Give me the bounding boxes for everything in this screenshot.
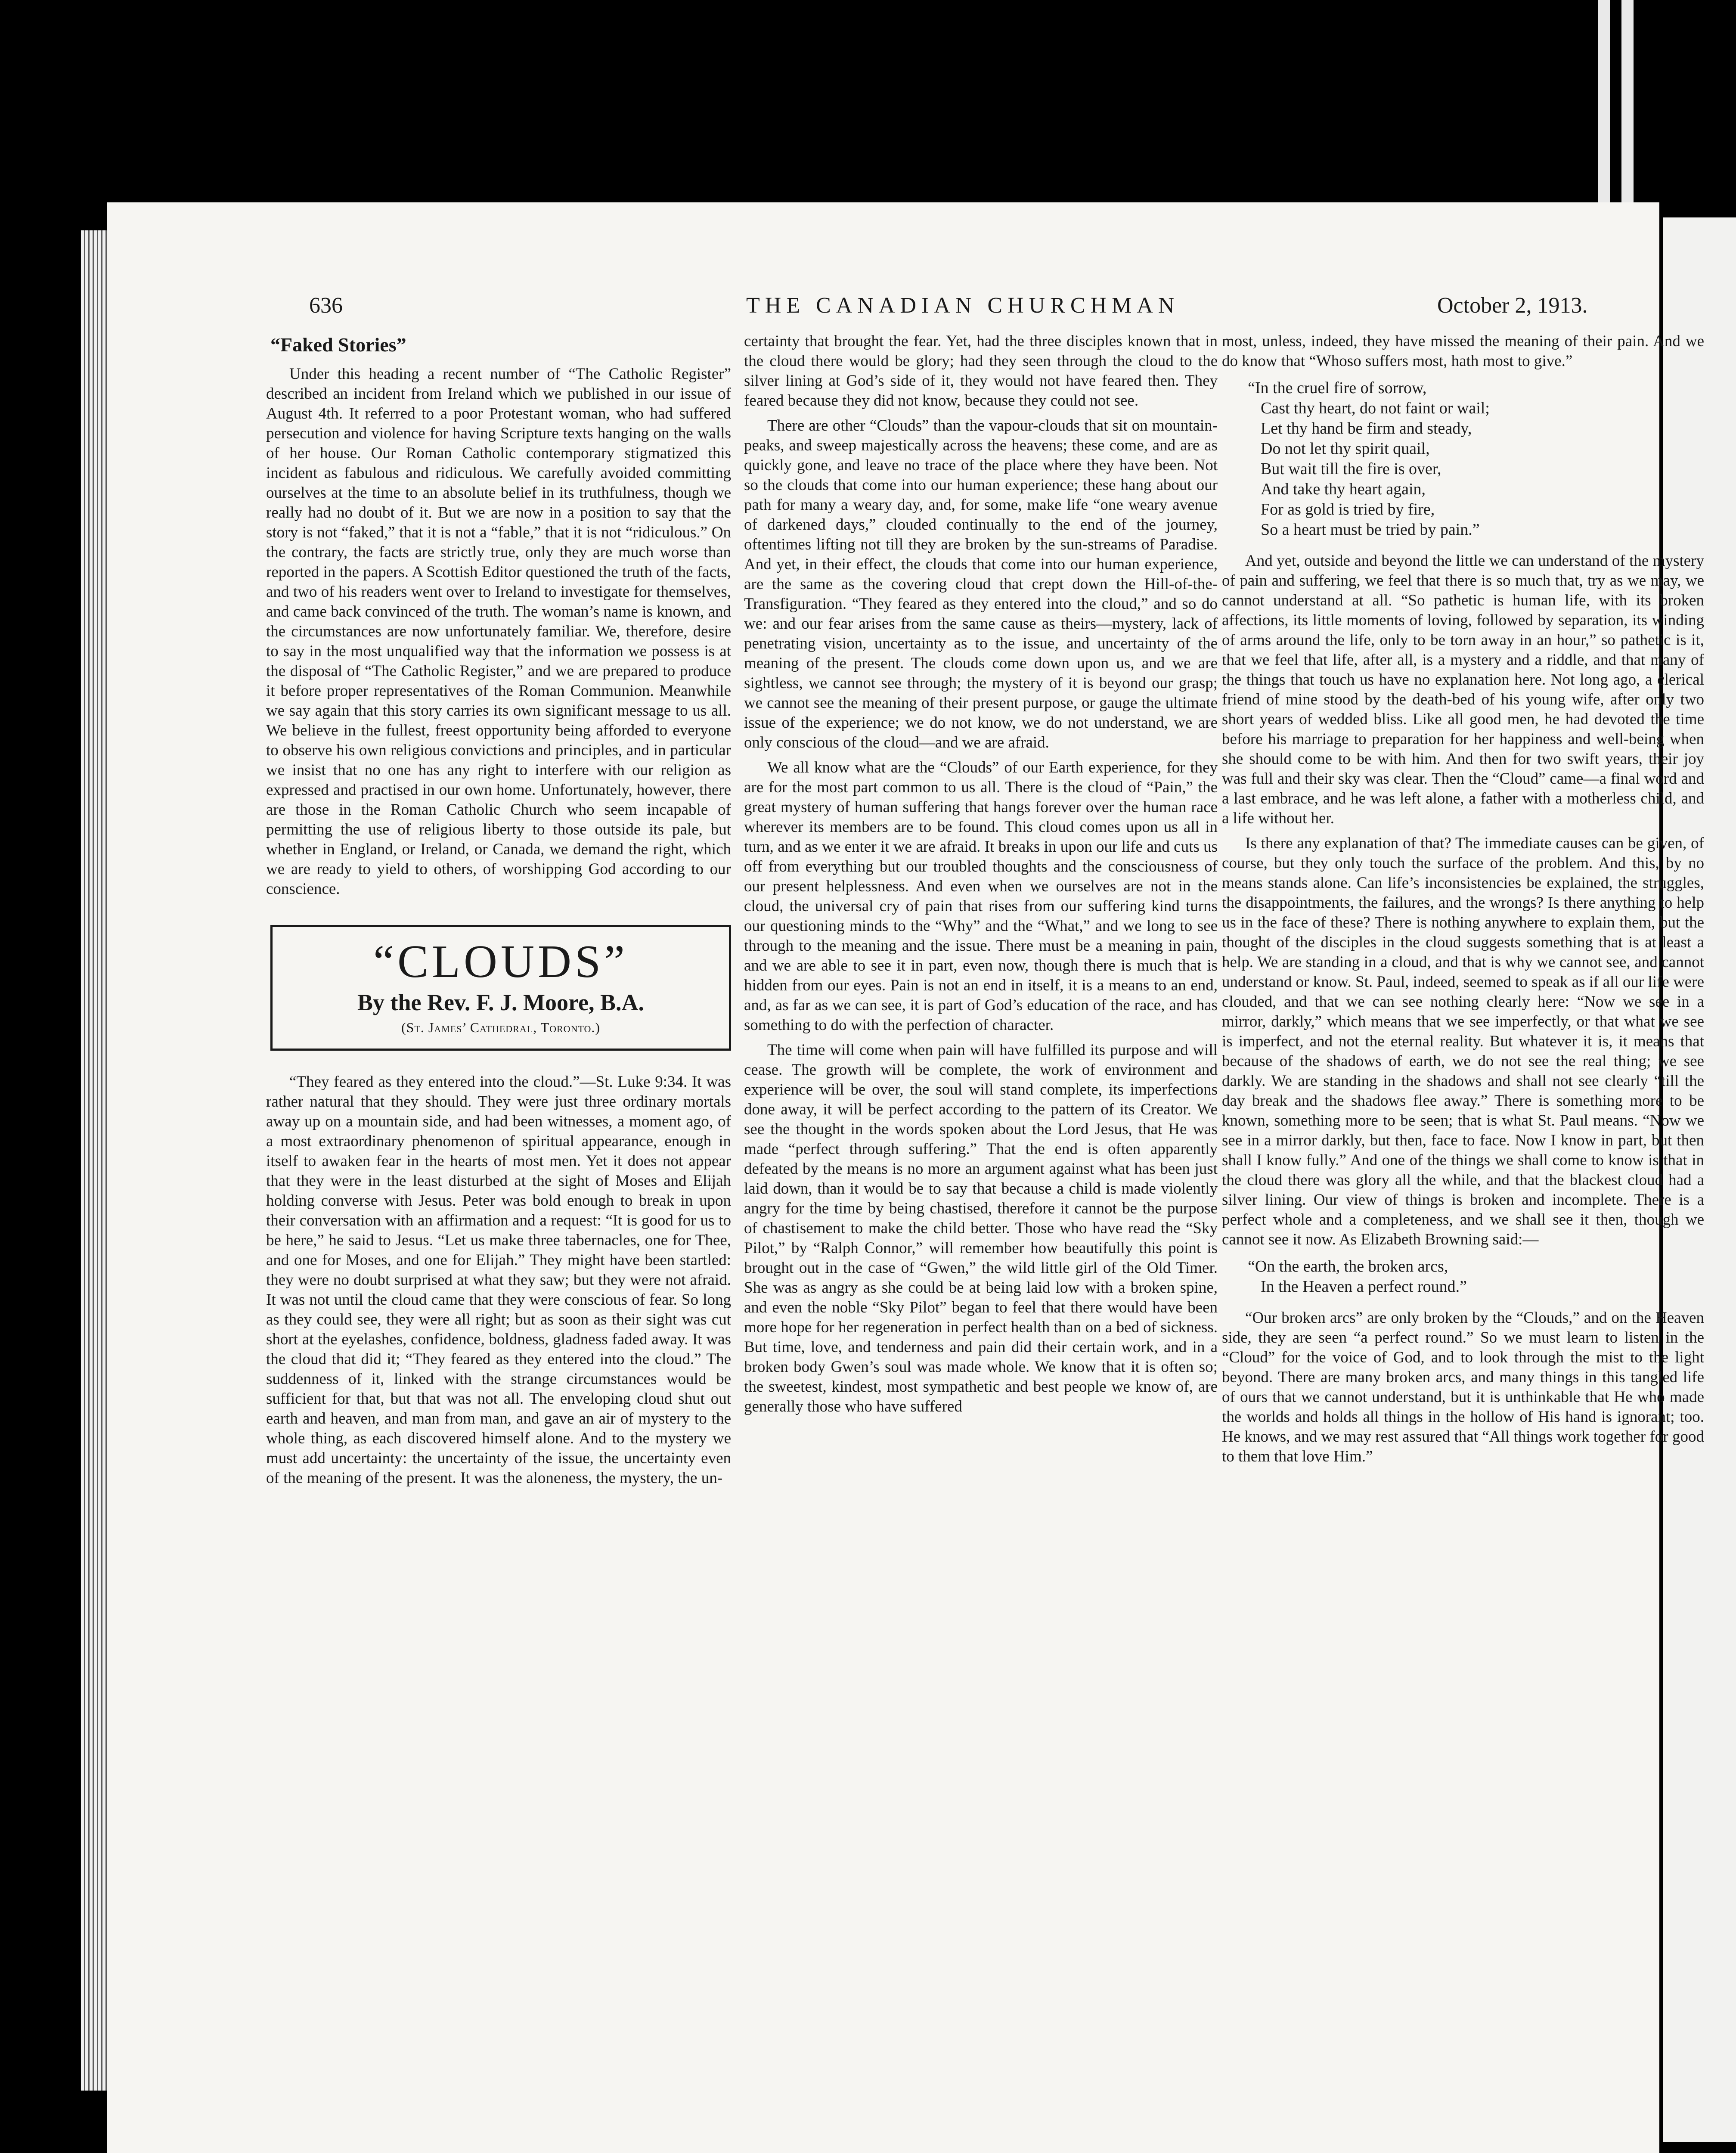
article-paragraph: most, unless, indeed, they have missed the meaning of their pain. And we do know that “Whoso suffers most, hath most to give.”: [1222, 332, 1704, 370]
byline: By the Rev. F. J. Moore, B.A.: [357, 990, 644, 1015]
article-title-clouds: “CLOUDS”: [373, 936, 628, 987]
page-number: 636: [309, 293, 343, 318]
column-1: [266, 332, 731, 1493]
article-paragraph: And yet, outside and beyond the little we can understand of the mystery of pain and suffering, we feel that there is so much that, try as we may, we cannot understand at all. “So pathetic is human life, with its broken affections, its little moments of loving, followed by separation, its winding of arms around the life, only to be torn away in an hour,” so pathetic is it, that we feel that life, after all, is a mystery and a riddle, and that many of the things that touch us have no explanation here. Not long ago, a clerical friend of mine stood by the death-bed of his young wife, after only two short years of wedded bliss. Like all good men, he had devoted the time before his marriage to preparation for her happiness and well-being when she should come to be with him. And then for two swift years, their joy was full and their sky was clear. Then the “Cloud” came—a final word and a last embrace, and he was left alone, a father with a motherless child, and a life without her.: [1222, 552, 1704, 827]
article-paragraph: We all know what are the “Clouds” of our Earth experience, for they are for the most part common to us all. There is the cloud of “Pain,” the great mystery of human suffering that hangs forever over the human race wherever its members are to be found. This cloud comes upon us all in turn, and as we enter it we are afraid. It breaks in upon our life and cuts us off from everything but our troubled thoughts and the consciousness of our present helplessness. And even when we ourselves are not in the cloud, the universal cry of pain that rises from our suffering kind turns our questioning minds to the “Why” and the “What,” and we long to see through to the meaning and the issue. There must be a meaning in pain, and we are able to see it in part, even now, though there is much that is hidden from our eyes. Pain is not an end in itself, it is a means to an end, and, as far as we can see, it is part of God’s education of the race, and has something to do with the perfection of character.: [744, 759, 1218, 1034]
verse-line: And take thy heart again,: [1261, 480, 1426, 498]
verse-line: Do not let thy spirit quail,: [1261, 440, 1430, 458]
running-header: [107, 293, 1659, 319]
verse-block: [1248, 378, 1704, 540]
verse-line: For as gold is tried by fire,: [1261, 500, 1435, 518]
verse-line: In the Heaven a perfect round.”: [1261, 1278, 1467, 1296]
article-paragraph: “They feared as they entered into the cloud.”—St. Luke 9:34. It was rather natural that they should. They were just three ordinary mortals away up on a mountain side, and had been witnesses, a moment ago, of a most extraordinary phenomenon of spiritual appearance, enough in itself to awaken fear in the hearts of most men. Yet it does not appear that they were in the least disturbed at the sight of Moses and Elijah holding converse with Jesus. Peter was bold enough to break in upon their conversation with an affirmation and a request: “It is good for us to be here,” he said to Jesus. “Let us make three tabernacles, one for Thee, and one for Moses, and one for Elijah.” They might have been startled: they were no doubt surprised at what they saw; but they were not afraid. It was not until the cloud came that they were conscious of fear. So long as they could see, they were all right; but as soon as their sight was cut short at the eyelashes, confidence, boldness, gladness faded away. It was the cloud that did it; “They feared as they entered into the cloud.” The suddenness of it, linked with the strange circumstances would be sufficient for that, but that was not all. The enveloping cloud shut out earth and heaven, and man from man, and gave an air of mystery to the whole thing, as each discovered himself alone. And to the mystery we must add uncertainty: the uncertainty of the issue, the uncertainty even of the meaning of the present. It was the aloneness, the mystery, the un-: [266, 1073, 731, 1487]
verse-line: “On the earth, the broken arcs,: [1248, 1257, 1448, 1275]
film-edge-bar: [1621, 0, 1634, 233]
article-title-faked-stories: “Faked Stories”: [270, 334, 406, 356]
article-paragraph: The time will come when pain will have fulfilled its purpose and will cease. The growth will be complete, the work of environment and experience will be over, the soul will stand complete, its imperfections done away, it will be perfect according to the pattern of its Creator. We see the thought in the words spoken about the Lord Jesus, that He was made “perfect through suffering.” That the end is often apparently defeated by the means is no more an argument against what has been just laid down, than it would be to say that because a child is made violently angry for the time by being chastised, therefore it cannot be the purpose of chastisement to make the child better. Those who have read the “Sky Pilot,” by “Ralph Connor,” will remember how beautifully this point is brought out in the case of “Gwen,” the wild little girl of the Old Timer. She was as angry as she could be at being laid low with a broken spine, and even the noble “Sky Pilot” began to feel that there would have been more hope for her regeneration in perfect health than on a bed of sickness. But time, love, and tenderness and pain did their certain work, and in a broken body Gwen’s soul was made whole. We know that it is often so; the sweetest, kindest, most sympathetic and best people we know of, are generally those who have suffered: [744, 1041, 1218, 1415]
verse-line: Cast thy heart, do not faint or wail;: [1261, 399, 1490, 417]
article-paragraph: “Our broken arcs” are only broken by the “Clouds,” and on the Heaven side, they are seen “a perfect round.” So we must learn to listen in the “Cloud” for the voice of God, and to look through the mist to the light beyond. There are many broken arcs, and many things in this tangled life of ours that we cannot understand, but it is unthinkable that He who made the worlds and holds all things in the hollow of His hand is ignorant; too. He knows, and we may rest assured that “All things work together for good to them that love Him.”: [1222, 1309, 1704, 1465]
article-paragraph: certainty that brought the fear. Yet, had the three disciples known that in the cloud there would be glory; had they seen through the cloud to the silver lining at God’s side of it, they would not have feared then. They feared because they did not know, because they could not see.: [744, 332, 1218, 410]
article-paragraph: Is there any explanation of that? The immediate causes can be given, of course, but they only touch the surface of the problem. And this, by no means stands alone. Can life’s inconsistencies be explained, the struggles, the disappointments, the failures, and the wrongs? Is there anything to help us in the face of these? There is nothing anywhere to explain them, but the thought of the disciples in the cloud suggests something that is at least a help. We are standing in a cloud, and that is why we cannot see, and cannot understand or know. St. Paul, indeed, seemed to speak as if all our life were clouded, and that we can see nothing clearly here: “Now we see in a mirror, darkly,” which means that we see imperfectly, or that what we see is imperfect, and not the eternal reality. But whatever it is, it means that because of the shadows of earth, we do not see the real thing; we see darkly. We are standing in the shadows and shall not see clearly “till the day break and the shadows flee away.” There is something more to be known, something more to be seen; that is what St. Paul means. “Now we see in a mirror darkly, but then, face to face. Now I know in part, but then shall I know fully.” And one of the things we shall come to know is that in the cloud there was glory all the while, and that the blackest cloud had a silver lining. Our view of things is broken and incomplete. There is a perfect whole and a completeness, and we shall see it then, though we cannot see it now. As Elizabeth Browning said:—: [1222, 835, 1704, 1248]
verse-line: Let thy hand be firm and steady,: [1261, 419, 1472, 437]
newspaper-page: [107, 202, 1704, 2153]
verse-line: So a heart must be tried by pain.”: [1261, 521, 1480, 539]
verse-line: But wait till the fire is over,: [1261, 460, 1442, 478]
affiliation: (St. James’ Cathedral, Toronto.): [401, 1020, 601, 1035]
verse-block: [1248, 1256, 1704, 1297]
verse-line: “In the cruel fire of sorrow,: [1248, 379, 1427, 397]
masthead: THE CANADIAN CHURCHMAN: [746, 293, 1180, 318]
column-3: [1222, 332, 1704, 1472]
article-title-box: [270, 925, 731, 1051]
film-edge-bar: [1598, 0, 1610, 233]
book-page-edges: [81, 230, 107, 2091]
issue-date: October 2, 1913.: [1437, 293, 1588, 318]
column-2: [744, 332, 1218, 1422]
article-paragraph: There are other “Clouds” than the vapour-clouds that sit on mountain-peaks, and sweep majestically across the heavens; these come, and are as quickly gone, and leave no trace of the place where they have been. Not so the clouds that come into our human experience; these hang about our path for many a weary day, and, for some, make life “one weary avenue of darkened days,” clouded continually to the end of the journey, oftentimes lifting not till they are broken by the sun-streams of Paradise. And yet, in their effect, the clouds that come into our human experience, are the same as the covering cloud that crept down the Hill-of-the-Transfiguration. “They feared as they entered into the cloud,” and so do we: and our fear arises from the same cause as theirs—mystery, lack of penetrating vision, uncertainty as to the issue, and uncertainty of the meaning of the present. The clouds come down upon us, and we are sightless, we cannot see through; the mystery of it is beyond our grasp; we cannot see the meaning of their present purpose, or gauge the ultimate issue of the experience; we do not know, we do not understand, we are only conscious of the cloud—and we are afraid.: [744, 417, 1218, 751]
article-paragraph: Under this heading a recent number of “The Catholic Register” described an incident from Ireland which we published in our issue of August 4th. It referred to a poor Protestant woman, who had suffered persecution and violence for having Scripture texts hanging on the walls of her house. Our Roman Catholic contemporary stigmatized this incident as fabulous and ridiculous. We carefully avoided committing ourselves at the time to an absolute belief in its truthfulness, though we really had no doubt of it. But we are now in a position to say that the story is not “faked,” that it is not a “fable,” that it is not “ridiculous.” On the contrary, the facts are strictly true, only they are much worse than reported in the papers. A Scottish Editor questioned the truth of the facts, and two of his readers went over to Ireland to investigate for themselves, and came back convinced of the truth. The woman’s name is known, and the circumstances are now unfortunately familiar. We, therefore, desire to say in the most unqualified way that the information we possess is at the disposal of “The Catholic Register,” and we are prepared to produce it before proper representatives of the Roman Communion. Meanwhile we say again that this story carries its own significant message to us all. We believe in the fullest, freest opportunity being afforded to everyone to observe his own religious convictions and principles, and in particular we insist that no one has any right to interfere with our religion as expressed and practised in our own home. Unfortunately, however, there are those in the Roman Catholic Church who seem incapable of permitting the use of religious liberty to those outside its pale, but whether in England, or Ireland, or Canada, we demand the right, which we are ready to yield to others, of worshipping God according to our conscience.: [266, 365, 731, 898]
